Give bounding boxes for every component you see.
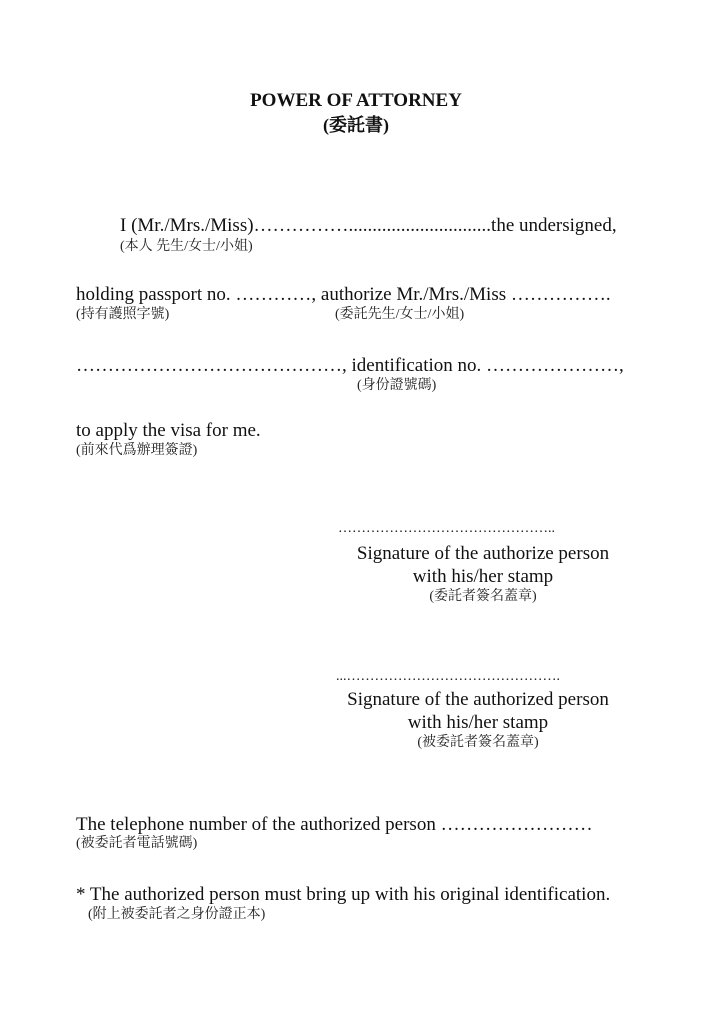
identification-label-zh: (身份證號碼) bbox=[357, 378, 437, 393]
telephone-line-zh: (被委託者電話號碼) bbox=[76, 836, 198, 851]
passport-authorize-line: holding passport no. …………, authorize Mr./Mrs./Miss ……………. bbox=[76, 284, 611, 305]
signature-authorizer-zh: (委託者簽名蓋章) bbox=[429, 589, 537, 604]
telephone-line: The telephone number of the authorized person …………………… bbox=[76, 814, 593, 835]
signature-authorizer-label: Signature of the authorize person bbox=[356, 543, 610, 564]
identification-note-zh: (附上被委託者之身份證正本) bbox=[88, 907, 266, 922]
undersigned-line: I (Mr./Mrs./Miss)……………..............................the undersigned, bbox=[120, 215, 617, 236]
passport-label-zh: (持有護照字號) bbox=[76, 307, 170, 322]
apply-visa-line: to apply the visa for me. bbox=[76, 420, 261, 441]
undersigned-line-zh: (本人 先生/女士/小姐) bbox=[120, 239, 253, 254]
signature-authorizer-stamp-label: with his/her stamp bbox=[412, 566, 554, 587]
signature-authorized-stamp-label: with his/her stamp bbox=[407, 712, 549, 733]
identification-line: ……………………………………, identification no. …………………, bbox=[76, 355, 624, 376]
document-title-zh: (委託書) bbox=[323, 115, 389, 135]
document-title: POWER OF ATTORNEY bbox=[250, 90, 462, 111]
authorize-label-zh: (委託先生/女士/小姐) bbox=[335, 307, 465, 322]
apply-visa-line-zh: (前來代爲辦理簽證) bbox=[76, 443, 198, 458]
identification-note: * The authorized person must bring up with his original identification. bbox=[76, 884, 611, 905]
signature-line-authorized: ...………………………………………. bbox=[336, 669, 560, 684]
signature-authorized-zh: (被委託者簽名蓋章) bbox=[417, 735, 539, 750]
signature-authorized-label: Signature of the authorized person bbox=[347, 689, 609, 710]
signature-line-authorizer: ……………………………………….. bbox=[338, 521, 555, 536]
